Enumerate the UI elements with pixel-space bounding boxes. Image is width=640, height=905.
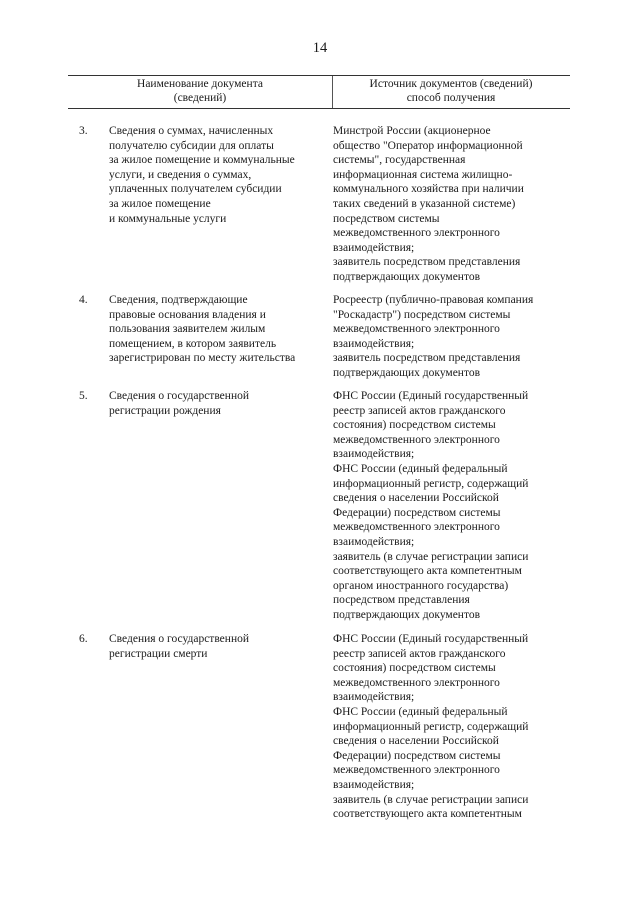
- row-document-name: Сведения, подтверждающие правовые основания владения и пользования заявителем жилым помещением, в котором заявитель зарегистрирован по месту жительства: [109, 294, 296, 365]
- table-header: [68, 75, 570, 109]
- header-document-source: Источник документов (сведений) способ получения: [369, 78, 533, 104]
- row-document-name: Сведения о государственной регистрации смерти: [109, 633, 249, 660]
- row-number: 6.: [79, 633, 88, 645]
- row-number: 5.: [79, 390, 88, 402]
- row-document-source: ФНС России (Единый государственный реестр записей актов гражданского состояния) посредством системы межведомственного электронного взаимодействия; ФНС России (единый федеральный информационный регистр, содержащий сведения о населении Российской Федерации) посредством системы межведомственного электронного взаимодействия; заявитель (в случае регистрации записи соответствующего акта компетентным: [333, 633, 529, 821]
- row-document-name: Сведения о государственной регистрации рождения: [109, 390, 249, 417]
- row-document-source: ФНС России (Единый государственный реестр записей актов гражданского состояния) посредством системы межведомственного электронного взаимодействия; ФНС России (единый федеральный информационный регистр, содержащий сведения о населении Российской Федерации) посредством системы межведомственного электронного взаимодействия; заявитель (в случае регистрации записи соответствующего акта компетентным органом иностранного государства) посредством представления подтверждающих документов: [333, 390, 529, 621]
- page-number: 14: [312, 40, 328, 56]
- row-document-name: Сведения о суммах, начисленных получателю субсидии для оплаты за жилое помещение и коммунальные услуги, и сведения о суммах, уплаченных получателем субсидии за жилое помещение и коммунальные услуги: [109, 125, 295, 225]
- row-number: 3.: [79, 125, 88, 137]
- row-document-source: Минстрой России (акционерное общество "Оператор информационной системы", государственная информационная система жилищно- коммунального хозяйства при наличии таких сведений в указанной системе) посредством системы межведомственного электронного взаимодействия; заявитель посредством представления подтверждающих документов: [333, 125, 524, 283]
- header-document-name: Наименование документа (сведений): [137, 78, 263, 104]
- row-number: 4.: [79, 294, 88, 306]
- row-document-source: Росреестр (публично-правовая компания "Роскадастр") посредством системы межведомственного электронного взаимодействия; заявитель посредством представления подтверждающих документов: [333, 294, 534, 379]
